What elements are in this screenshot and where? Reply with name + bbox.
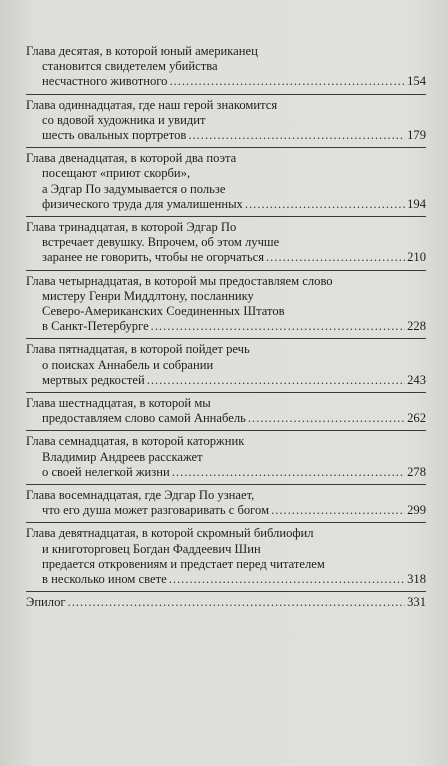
entry-divider xyxy=(26,216,426,217)
toc-entry-text: физического труда для умалишенных xyxy=(42,196,243,211)
entry-divider xyxy=(26,147,426,148)
page-number: 179 xyxy=(407,128,426,143)
toc-entry-line: становится свидетелем убийства xyxy=(42,59,218,74)
page-number: 262 xyxy=(407,411,426,426)
toc-entry-text: шесть овальных портретов xyxy=(42,128,187,143)
toc-entry-line: Глава пятнадцатая, в которой пойдет речь xyxy=(26,342,250,357)
toc-entry xyxy=(26,396,426,426)
toc-entry-text: в Санкт-Петербурге xyxy=(42,319,149,334)
entry-divider xyxy=(26,94,426,95)
page-number: 154 xyxy=(407,74,426,89)
dot-leader xyxy=(248,411,405,426)
toc-entry-line: Глава восемнадцатая, где Эдгар По узнает, xyxy=(26,488,255,503)
toc-entry-last-line xyxy=(26,197,426,212)
table-of-contents xyxy=(26,44,426,611)
entry-divider xyxy=(26,270,426,271)
dot-leader xyxy=(68,595,406,610)
toc-entry-last-line xyxy=(26,128,426,143)
dot-leader xyxy=(151,319,405,334)
dot-leader xyxy=(169,572,405,587)
toc-entry-text: о своей нелегкой жизни xyxy=(42,464,170,479)
toc-entry-text: Эпилог xyxy=(26,595,66,610)
page-number: 228 xyxy=(407,319,426,334)
dot-leader xyxy=(147,373,405,388)
toc-entry-line: Глава десятая, в которой юный американец xyxy=(26,44,258,58)
toc-entry-text: предоставляем слово самой Аннабель xyxy=(42,411,246,426)
toc-entry xyxy=(26,98,426,144)
toc-entry xyxy=(26,526,426,587)
toc-entry-last-line xyxy=(26,319,426,334)
toc-entry xyxy=(26,595,426,610)
entry-divider xyxy=(26,591,426,592)
toc-entry-line: Глава шестнадцатая, в которой мы xyxy=(26,396,211,411)
page-number: 194 xyxy=(407,196,426,211)
dot-leader xyxy=(172,465,405,480)
toc-entry xyxy=(26,220,426,266)
toc-entry-line: предается откровениям и предстает перед читателем xyxy=(42,556,325,571)
toc-entry-line: Северо-Американских Соединенных Штатов xyxy=(42,304,285,319)
toc-entry-line: о поисках Аннабель и собрании xyxy=(42,357,214,372)
toc-entry-line: а Эдгар По задумывается о пользе xyxy=(42,181,226,196)
toc-entry-line: посещают «приют скорби», xyxy=(42,166,191,181)
toc-entry-last-line xyxy=(26,411,426,426)
toc-entry-text: заранее не говорить, чтобы не огорчаться xyxy=(42,250,265,265)
page-number: 243 xyxy=(407,372,426,387)
page-number: 331 xyxy=(407,595,426,610)
toc-entry xyxy=(26,44,426,90)
dot-leader xyxy=(271,503,405,518)
toc-entry-line: Глава девятнадцатая, в которой скромный библиофил xyxy=(26,526,314,541)
entry-divider xyxy=(26,338,426,339)
toc-entry-line: Глава тринадцатая, в которой Эдгар По xyxy=(26,220,237,235)
dot-leader xyxy=(266,250,405,265)
page-number: 210 xyxy=(407,250,426,265)
toc-entry-line: Глава двенадцатая, в которой два поэта xyxy=(26,151,237,166)
toc-entry xyxy=(26,151,426,212)
entry-divider xyxy=(26,430,426,431)
toc-entry-last-line xyxy=(26,74,426,89)
toc-entry-line: Глава семнадцатая, в которой каторжник xyxy=(26,434,245,449)
toc-entry-last-line xyxy=(26,503,426,518)
toc-entry-last-line xyxy=(26,572,426,587)
toc-entry-line: Глава четырнадцатая, в которой мы предоставляем слово xyxy=(26,273,333,288)
entry-divider xyxy=(26,392,426,393)
toc-entry-text: в несколько ином свете xyxy=(42,572,167,587)
entry-divider xyxy=(26,484,426,485)
toc-entry-line: Глава одиннадцатая, где наш герой знакомится xyxy=(26,97,278,112)
page-number: 299 xyxy=(407,503,426,518)
toc-entry xyxy=(26,274,426,335)
toc-entry-last-line xyxy=(26,595,426,610)
toc-entry-line: Владимир Андреев расскажет xyxy=(42,449,203,464)
toc-entry-last-line xyxy=(26,373,426,388)
dot-leader xyxy=(245,197,405,212)
toc-entry-line: встречает девушку. Впрочем, об этом лучше xyxy=(42,235,280,250)
toc-entry xyxy=(26,342,426,388)
toc-entry-last-line xyxy=(26,465,426,480)
toc-entry-last-line xyxy=(26,250,426,265)
toc-entry-line: со вдовой художника и увидит xyxy=(42,112,206,127)
page-number: 318 xyxy=(407,572,426,587)
dot-leader xyxy=(188,128,405,143)
toc-entry-text: мертвых редкостей xyxy=(42,372,145,387)
toc-entry xyxy=(26,434,426,480)
entry-divider xyxy=(26,522,426,523)
page-number: 278 xyxy=(407,464,426,479)
toc-entry-text: несчастного животного xyxy=(42,74,168,89)
toc-entry-line: мистеру Генри Миддлтону, посланнику xyxy=(42,288,254,303)
toc-entry-line: и книготорговец Богдан Фаддеевич Шин xyxy=(42,541,261,556)
dot-leader xyxy=(169,74,405,89)
toc-entry-text: что его душа может разговаривать с богом xyxy=(42,503,270,518)
toc-entry xyxy=(26,488,426,518)
